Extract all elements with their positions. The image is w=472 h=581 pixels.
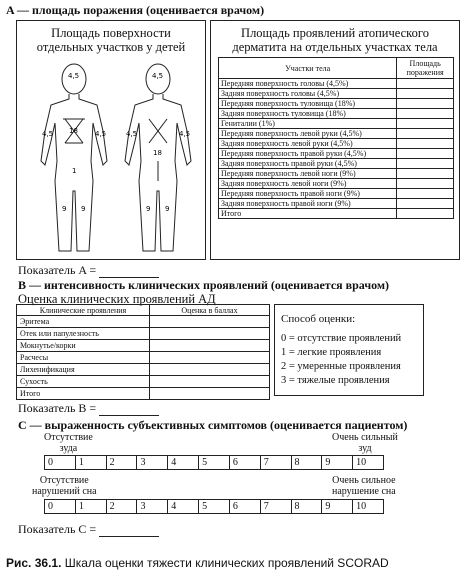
row-label: Задняя поверхность правой ноги (9%) [219,199,397,209]
back-label-right-arm: 4,5 [179,130,191,138]
table-row [17,316,270,328]
row-label: Отек или папулезность [17,328,150,340]
table-row [219,79,454,89]
front-label-genitals: 1 [72,167,77,175]
table-head-percent: Площадь поражения [397,58,454,79]
section-b-header: B — интенсивность клинических проявлений (оценивается врачом) [18,278,390,292]
itch-scale-cell[interactable]: 8 [291,456,322,469]
back-label-head: 4,5 [152,72,164,80]
row-value[interactable] [397,109,454,119]
sleep-scale-cell[interactable]: 7 [260,500,291,513]
sleep-scale-cell[interactable]: 5 [198,500,229,513]
table-row [219,109,454,119]
front-label-left-leg: 9 [62,205,67,213]
itch-scale-cell[interactable]: 3 [136,456,167,469]
back-label-left-arm: 4,5 [126,130,138,138]
area-table-box [210,20,460,260]
table-row [17,352,270,364]
method-item: 2 = умеренные проявления [281,361,401,372]
front-label-left-arm: 4,5 [42,130,54,138]
table-head-area: Участки тела [219,58,397,79]
indicator-b-field[interactable] [99,405,159,416]
itch-left-line-2: зуда [59,443,78,454]
row-label: Передняя поверхность правой ноги (9%) [219,189,397,199]
table-row [219,139,454,149]
sleep-scale-cell[interactable]: 2 [106,500,137,513]
figure-caption-text: Шкала оценки тяжести клинических проявлений SCORAD [64,556,389,570]
back-body-figure [119,61,197,257]
row-label: Итого [17,388,150,400]
row-value[interactable] [397,179,454,189]
row-value[interactable] [150,316,270,328]
table-row [219,159,454,169]
back-label-right-leg: 9 [165,205,170,213]
indicator-c-label: Показатель C = [18,522,97,536]
table-row [219,209,454,219]
row-value[interactable] [397,139,454,149]
row-value[interactable] [397,99,454,109]
row-label: Задняя поверхность туловища (18%) [219,109,397,119]
row-label: Итого [219,209,397,219]
itch-left-caption [44,432,93,454]
clinical-table [16,304,270,400]
figure-label: Рис. 36.1. [6,556,62,570]
table-row [219,99,454,109]
sleep-left-line-2: нарушений сна [32,486,97,497]
row-label: Задняя поверхность головы (4,5%) [219,89,397,99]
back-label-trunk: 18 [153,149,162,157]
body-area-table [218,57,454,219]
front-label-right-leg: 9 [81,205,86,213]
indicator-c-field[interactable] [99,526,159,537]
row-value[interactable] [150,364,270,376]
front-label-right-arm: 4,5 [95,130,107,138]
row-label: Расчесы [17,352,150,364]
method-title: Способ оценки: [281,313,356,325]
row-label: Сухость [17,376,150,388]
front-body-figure [35,61,113,257]
itch-scale-cell[interactable]: 5 [198,456,229,469]
right-caption-line-2: дерматита на отдельных участках тела [232,40,438,54]
itch-scale-cell[interactable]: 6 [229,456,260,469]
itch-scale-cell[interactable]: 7 [260,456,291,469]
itch-scale-cell[interactable]: 1 [75,456,106,469]
row-label: Гениталии (1%) [219,119,397,129]
row-value[interactable] [150,388,270,400]
table-row [219,179,454,189]
table-row [219,129,454,139]
row-value[interactable] [150,376,270,388]
sleep-scale-cell[interactable]: 1 [75,500,106,513]
itch-scale-cell[interactable]: 2 [106,456,137,469]
method-item: 3 = тяжелые проявления [281,375,390,386]
front-label-head: 4,5 [68,72,80,80]
indicator-b [18,401,159,416]
row-label: Задняя поверхность правой руки (4,5%) [219,159,397,169]
sleep-scale-cell[interactable]: 4 [167,500,198,513]
section-b-subheader: Оценка клинических проявлений АД [18,292,216,306]
indicator-a-field[interactable] [99,267,159,278]
itch-right-line-2: зуд [358,443,372,454]
row-label: Задняя поверхность левой ноги (9%) [219,179,397,189]
indicator-a-label: Показатель A = [18,263,97,277]
row-label: Эритема [17,316,150,328]
table-row [17,340,270,352]
sleep-scale-cell[interactable]: 8 [291,500,322,513]
row-label: Передняя поверхность туловища (18%) [219,99,397,109]
left-caption-line-2: отдельных участков у детей [36,40,186,54]
table-row [17,376,270,388]
row-label: Мокнутье/корки [17,340,150,352]
row-label: Передняя поверхность левой ноги (9%) [219,169,397,179]
row-value[interactable] [150,352,270,364]
section-a-header: A — площадь поражения (оценивается врачом) [6,3,265,17]
itch-scale [44,455,384,470]
row-value[interactable] [397,209,454,219]
sleep-left-caption [32,475,97,497]
row-value[interactable] [150,328,270,340]
sleep-scale-cell[interactable]: 3 [136,500,167,513]
sleep-right-line-2: нарушение сна [332,486,396,497]
row-value[interactable] [397,169,454,179]
sleep-right-caption [332,475,396,497]
indicator-c [18,522,159,537]
left-caption-line-1: Площадь поверхности [51,26,171,40]
sleep-scale [44,499,384,514]
itch-right-caption [332,432,398,454]
indicator-b-label: Показатель B = [18,401,97,415]
table-row [219,89,454,99]
row-value[interactable] [397,119,454,129]
row-value[interactable] [397,159,454,169]
row-value[interactable] [397,79,454,89]
itch-scale-cell[interactable]: 10 [352,456,383,469]
sleep-scale-cell[interactable]: 0 [48,501,53,512]
scoring-method-box [274,304,424,396]
table-row [219,119,454,129]
row-value[interactable] [397,189,454,199]
clinical-head-score: Оценка в баллах [150,305,270,316]
itch-left-line-1: Отсутствие [44,432,93,443]
itch-scale-cell[interactable]: 9 [321,456,352,469]
table-row [219,189,454,199]
row-value[interactable] [397,129,454,139]
row-label: Передняя поверхность правой руки (4,5%) [219,149,397,159]
method-item: 1 = легкие проявления [281,347,382,358]
method-item: 0 = отсутствие проявлений [281,333,402,344]
figure-caption [6,556,389,570]
section-c-header: C — выраженность субъективных симптомов (оценивается пациентом) [18,418,408,432]
table-row [219,169,454,179]
itch-scale-cell[interactable]: 4 [167,456,198,469]
body-diagram-box [16,20,206,260]
sleep-scale-cell[interactable]: 10 [352,500,383,513]
row-label: Передняя поверхность головы (4,5%) [219,79,397,89]
front-label-trunk: 18 [69,127,78,135]
sleep-scale-cell[interactable]: 6 [229,500,260,513]
row-value[interactable] [150,340,270,352]
table-row [219,149,454,159]
table-row [17,388,270,400]
indicator-a [18,263,159,278]
sleep-scale-cell[interactable]: 9 [321,500,352,513]
row-label: Передняя поверхность левой руки (4,5%) [219,129,397,139]
table-row [219,199,454,209]
clinical-head-signs: Клинические проявления [17,305,150,316]
row-value[interactable] [397,149,454,159]
right-caption-line-1: Площадь проявлений атопического [241,26,429,40]
back-label-left-leg: 9 [146,205,151,213]
sleep-right-line-1: Очень сильное [332,475,396,486]
row-label: Лихенификация [17,364,150,376]
row-value[interactable] [397,89,454,99]
table-row [17,328,270,340]
itch-right-line-1: Очень сильный [332,432,398,443]
itch-scale-cell[interactable]: 0 [48,457,53,468]
table-row [17,364,270,376]
sleep-left-line-1: Отсутствие [39,475,89,486]
row-label: Задняя поверхность левой руки (4,5%) [219,139,397,149]
row-value[interactable] [397,199,454,209]
